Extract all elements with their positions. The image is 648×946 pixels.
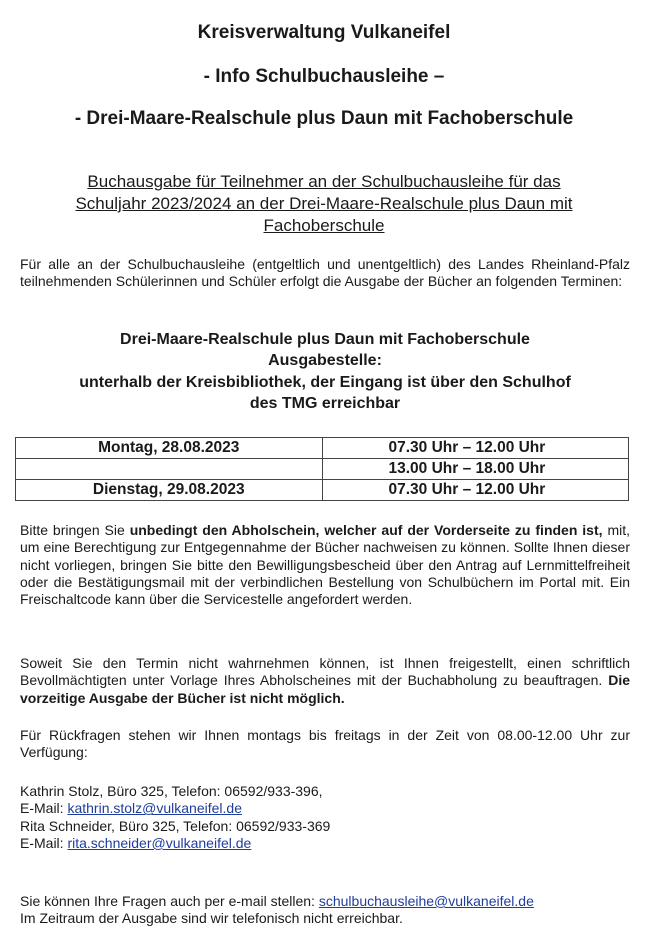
subtitle-line-2: Schuljahr 2023/2024 an der Drei-Maare-Realschule plus Daun mit bbox=[75, 194, 573, 213]
pickup-text-end: mit, um eine Berechtigung zur Entgegennahme der Bücher nachweisen zu können. Sollte Ihnen dieser nicht vorliegen, bringen Sie bitte den Bewilligungsbescheid über den Antrag auf Lernmittelfreiheit oder die Bestätigungsmail mit der verbindlichen Bestellung von Schulbüchern im Portal mit. Ein Freischaltcode kann über die Servicestelle angefordert werden. bbox=[20, 522, 630, 608]
pickup-emphasis: unbedingt den Abholschein, welcher auf der Vorderseite zu finden ist, bbox=[129, 522, 603, 538]
subtitle-line-1: Buchausgabe für Teilnehmer an der Schulbuchausleihe für das bbox=[87, 172, 561, 191]
intro-paragraph: Für alle an der Schulbuchausleihe (entgeltlich und unentgeltlich) des Landes Rheinland-Pfalz teilnehmenden Schülerinnen und Schüler erfolgt die Ausgabe der Bücher an folgenden Terminen: bbox=[20, 256, 630, 290]
schedule-day: Montag, 28.08.2023 bbox=[16, 438, 323, 459]
schedule-time: 07.30 Uhr – 12.00 Uhr bbox=[322, 438, 629, 459]
contact-1-email-row bbox=[20, 800, 630, 817]
contact-2-email-link[interactable]: rita.schneider@vulkaneifel.de bbox=[67, 834, 252, 851]
footer-text: Sie können Ihre Fragen auch per e-mail stellen: bbox=[20, 893, 319, 909]
table-row bbox=[16, 480, 629, 501]
contact-2-email-label: E-Mail: bbox=[20, 834, 68, 851]
questions-paragraph: Für Rückfragen stehen wir Ihnen montags bis freitags in der Zeit von 08.00-12.00 Uhr zur Verfügung: bbox=[20, 727, 630, 761]
footer-line-2: Im Zeitraum der Ausgabe sind wir telefonisch nicht erreichbar. bbox=[20, 910, 403, 927]
location-directions: unterhalb der Kreisbibliothek, der Eingang ist über den Schulhof bbox=[79, 374, 571, 391]
location-label: Ausgabestelle: bbox=[268, 352, 382, 369]
footer-block bbox=[20, 893, 630, 928]
proxy-text: Soweit Sie den Termin nicht wahrnehmen können, ist Ihnen freigestellt, einen schriftlich Bevollmächtigten unter Vorlage Ihres Abholscheines mit der Buchabholung zu beauftragen. bbox=[20, 655, 630, 689]
contact-1-email-label: E-Mail: bbox=[20, 800, 68, 817]
proxy-paragraph bbox=[20, 655, 630, 707]
pickup-text-start: Bitte bringen Sie bbox=[20, 522, 130, 538]
contact-1-line: Kathrin Stolz, Büro 325, Telefon: 06592/933-396, bbox=[20, 783, 323, 799]
footer-line-1 bbox=[20, 893, 630, 910]
schedule-day bbox=[16, 459, 323, 480]
header-title: Kreisverwaltung Vulkaneifel bbox=[197, 22, 451, 43]
contacts-block bbox=[20, 783, 630, 852]
schedule-time: 07.30 Uhr – 12.00 Uhr bbox=[322, 480, 629, 501]
location-directions-2: des TMG erreichbar bbox=[249, 395, 401, 412]
footer-email-link[interactable]: schulbuchausleihe@vulkaneifel.de bbox=[318, 893, 534, 909]
contact-2-line: Rita Schneider, Büro 325, Telefon: 06592/933-369 bbox=[20, 817, 331, 834]
schedule-day: Dienstag, 29.08.2023 bbox=[16, 480, 323, 501]
schedule-time: 13.00 Uhr – 18.00 Uhr bbox=[322, 459, 629, 480]
schedule-table bbox=[15, 437, 629, 501]
table-row bbox=[16, 459, 629, 480]
table-row bbox=[16, 438, 629, 459]
contact-2-email-row bbox=[20, 835, 630, 852]
location-school: Drei-Maare-Realschule plus Daun mit Fachoberschule bbox=[120, 331, 530, 348]
contact-1-email-link[interactable]: kathrin.stolz@vulkaneifel.de bbox=[67, 800, 242, 817]
proxy-emphasis: Die vorzeitige Ausgabe der Bücher ist nicht möglich. bbox=[20, 672, 630, 706]
pickup-paragraph bbox=[20, 522, 630, 608]
subtitle-line-3: Fachoberschule bbox=[263, 216, 385, 235]
header-info: - Info Schulbuchausleihe – bbox=[203, 66, 445, 87]
header-school: - Drei-Maare-Realschule plus Daun mit Fachoberschule bbox=[74, 108, 574, 129]
